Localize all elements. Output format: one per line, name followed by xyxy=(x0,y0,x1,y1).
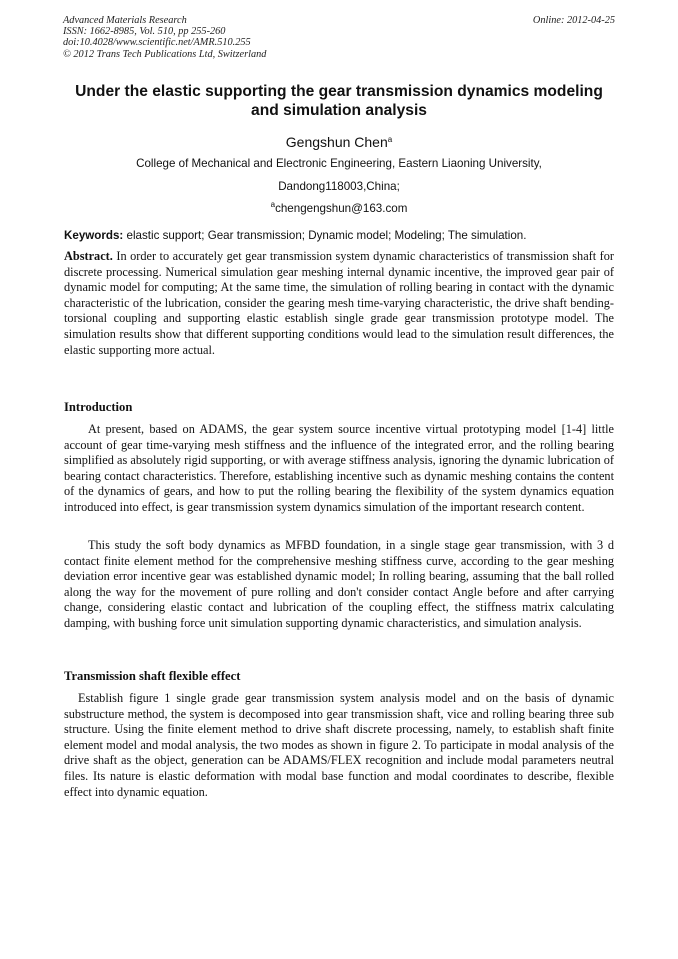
section-heading-shaft: Transmission shaft flexible effect xyxy=(64,669,241,683)
title-line-2: and simulation analysis xyxy=(251,102,427,119)
author-name: Gengshun Chen xyxy=(285,134,388,150)
affiliation-line-2: Dandong118003,China; xyxy=(278,180,400,193)
email-address: chengengshun@163.com xyxy=(275,202,408,215)
title-line-1: Under the elastic supporting the gear transmission dynamics modeling xyxy=(75,83,603,100)
abstract-text: In order to accurately get gear transmission system dynamic characteristics of transmission shaft for discrete processing. Numerical simulation gear meshing internal dynamic incentive, the improved gear pair of dynamic model for computing; At the same time, the simulation of rolling bearing in contact with the dynamic characteristic of the lubrication, consider the gearing mesh time-varying characteristic, the drive shaft bending-torsional coupling and supporting elastic establish single grade gear transmission prototype model. The simulation results show that different supporting conditions would lead to the simulation result differences, the elastic supporting more actual. xyxy=(64,249,615,357)
affiliation-line-1: College of Mechanical and Electronic Engineering, Eastern Liaoning University, xyxy=(136,157,542,170)
abstract xyxy=(64,249,614,358)
intro-paragraph-2: This study the soft body dynamics as MFBD foundation, in a single stage gear transmission, with 3 d contact finite element method for the comprehensive meshing stiffness curve, according to the gear meshing deviation error incentive gear was established dynamic model; In rolling bearing, assuming that the ball rolled along the way for the movement of pure rolling and don't consider contact Angle before and after carrying change, considering elastic contact and lubrication of the coupling effect, the stiffness matrix calculating damping, with bushing force unit simulation supporting dynamic characteristics, and simulation analysis. xyxy=(64,538,614,630)
keywords xyxy=(64,229,624,243)
shaft-paragraph-1: Establish figure 1 single grade gear transmission system analysis model and on the basis of dynamic substructure method, the system is decomposed into gear transmission shaft, vice and rolling bearing three sub structure. Using the finite element method to drive shaft discrete processing, namely, to establish shaft finite element model and modal analysis, the two modes as shown in figure 2. To participate in modal analysis of the drive shaft as the object, generation can be ADAMS/FLEX recognition and include modal parameters neutral files. Its nature is elastic deformation with modal base function and modal coordinates to describe, flexible effect into dynamic equation. xyxy=(64,691,614,799)
email-line xyxy=(0,202,678,216)
email-superscript: a xyxy=(270,200,276,209)
doi-line: doi:10.4028/www.scientific.net/AMR.510.255 xyxy=(63,37,251,49)
section-heading-introduction: Introduction xyxy=(64,400,133,414)
intro-paragraph-1: At present, based on ADAMS, the gear system source incentive virtual prototyping model [1-4] little account of gear time-varying mesh stiffness and the influence of the integrated error, and the rolling bearing simplified as absolutely rigid supporting, or with average stiffness analysis, ignoring the dynamic lubrication of bearing contact characteristics. Therefore, establishing incentive such as dynamic meshing contains the content of the dynamics of gears, and how to put the rolling bearing the flexibility of the system dynamics equation introduced into effect, is gear transmission system dynamics simulation of the important research content. xyxy=(64,422,614,514)
issn-line: ISSN: 1662-8985, Vol. 510, pp 255-260 xyxy=(63,26,226,38)
paper-title xyxy=(52,82,626,120)
keywords-text: elastic support; Gear transmission; Dynamic model; Modeling; The simulation. xyxy=(126,229,527,242)
abstract-label: Abstract. xyxy=(64,249,113,263)
online-date: Online: 2012-04-25 xyxy=(532,15,615,26)
keywords-label: Keywords: xyxy=(64,229,124,242)
author-superscript: a xyxy=(387,135,393,144)
journal-name: Advanced Materials Research xyxy=(63,15,187,26)
journal-header xyxy=(63,15,615,60)
author-line xyxy=(0,133,678,151)
copyright-line: © 2012 Trans Tech Publications Ltd, Switzerland xyxy=(63,48,267,60)
